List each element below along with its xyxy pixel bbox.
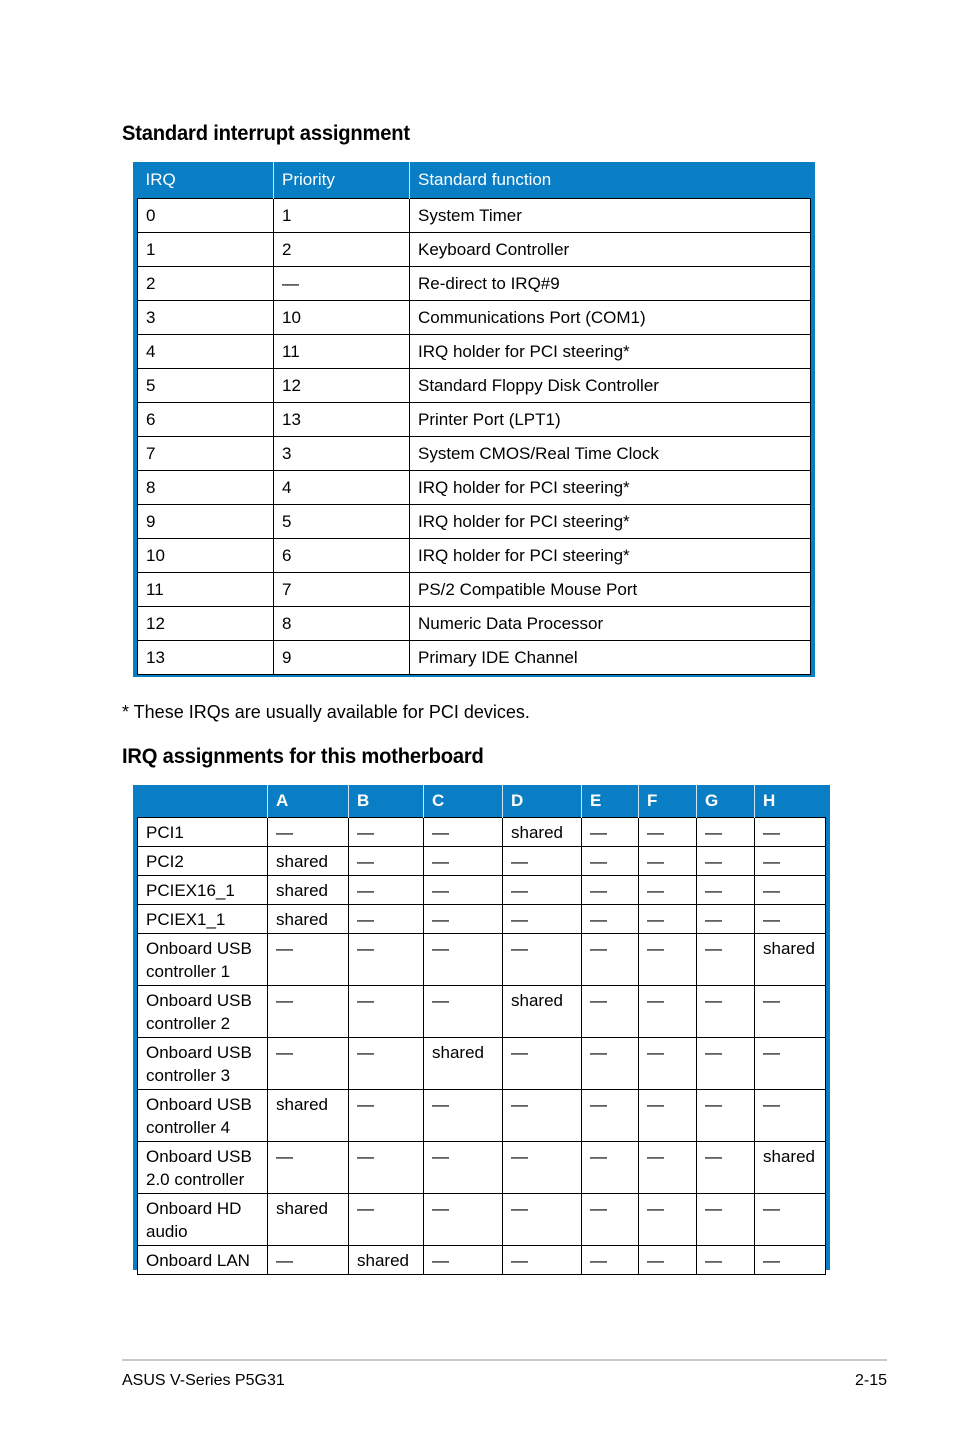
table-cell: — — [582, 986, 639, 1038]
table-cell: — — [268, 1142, 349, 1194]
table-cell: 12 — [138, 607, 274, 641]
table-row — [138, 403, 811, 437]
table-cell: IRQ holder for PCI steering* — [410, 505, 811, 539]
table-row — [138, 986, 826, 1038]
table-cell: IRQ holder for PCI steering* — [410, 335, 811, 369]
column-header: C — [424, 785, 503, 818]
table-row — [138, 934, 826, 986]
table-cell: — — [582, 1246, 639, 1275]
table-cell: — — [639, 847, 697, 876]
table-cell: 2 — [274, 233, 410, 267]
table-cell: — — [697, 818, 755, 847]
table-row — [138, 905, 826, 934]
table-cell: — — [349, 1090, 424, 1142]
table-row — [138, 301, 811, 335]
table-cell: 13 — [138, 641, 274, 675]
table-cell: 8 — [138, 471, 274, 505]
table-cell: PCIEX1_1 — [138, 905, 268, 934]
table-cell: — — [349, 934, 424, 986]
table-header-row — [138, 785, 826, 818]
table-cell: — — [697, 986, 755, 1038]
table-cell: shared — [503, 818, 582, 847]
table-cell: Onboard HD audio — [138, 1194, 268, 1246]
table-cell: — — [503, 934, 582, 986]
table-cell: Communications Port (COM1) — [410, 301, 811, 335]
table-cell: 10 — [274, 301, 410, 335]
table-cell: — — [755, 1246, 826, 1275]
table-cell: — — [639, 1194, 697, 1246]
table-cell: shared — [268, 1194, 349, 1246]
table-cell: — — [424, 986, 503, 1038]
table-cell: — — [349, 847, 424, 876]
table-cell: — — [424, 1090, 503, 1142]
table-cell: — — [349, 876, 424, 905]
table-row — [138, 573, 811, 607]
table-cell: — — [268, 934, 349, 986]
table-cell: — — [424, 847, 503, 876]
table-cell: System Timer — [410, 199, 811, 233]
table-cell: Primary IDE Channel — [410, 641, 811, 675]
table-cell: 2 — [138, 267, 274, 301]
table-cell: Onboard USB 2.0 controller — [138, 1142, 268, 1194]
table-cell: Onboard USB controller 2 — [138, 986, 268, 1038]
table-cell: 1 — [274, 199, 410, 233]
table-cell: — — [755, 1090, 826, 1142]
table-row — [138, 369, 811, 403]
table-cell: — — [349, 1194, 424, 1246]
table-cell: — — [268, 818, 349, 847]
table-cell: Onboard USB controller 4 — [138, 1090, 268, 1142]
table-row — [138, 1142, 826, 1194]
table-cell: 4 — [138, 335, 274, 369]
table-cell: — — [503, 905, 582, 934]
table-cell: — — [424, 1194, 503, 1246]
table-cell: — — [582, 1090, 639, 1142]
table-cell: — — [697, 1194, 755, 1246]
table-row — [138, 1038, 826, 1090]
table-cell: — — [274, 267, 410, 301]
table-row — [138, 847, 826, 876]
table-cell: — — [755, 986, 826, 1038]
table-cell: 10 — [138, 539, 274, 573]
table-cell: PCI1 — [138, 818, 268, 847]
table-cell: — — [349, 986, 424, 1038]
table-row — [138, 335, 811, 369]
table-cell: Onboard USB controller 1 — [138, 934, 268, 986]
table-cell: Onboard USB controller 3 — [138, 1038, 268, 1090]
table-cell: — — [424, 905, 503, 934]
table-cell: — — [503, 1194, 582, 1246]
table-cell: — — [582, 905, 639, 934]
table-cell: Standard Floppy Disk Controller — [410, 369, 811, 403]
table-cell: — — [639, 905, 697, 934]
table-cell: shared — [424, 1038, 503, 1090]
table-cell: — — [697, 1090, 755, 1142]
footer-product-name: ASUS V-Series P5G31 — [122, 1372, 285, 1389]
table-cell: PCI2 — [138, 847, 268, 876]
table-cell: — — [268, 1246, 349, 1275]
table-cell: — — [755, 1194, 826, 1246]
table-cell: — — [697, 876, 755, 905]
table-cell: 3 — [138, 301, 274, 335]
table-row — [138, 233, 811, 267]
section-title-standard-interrupt: Standard interrupt assignment — [122, 122, 410, 145]
table-cell: — — [424, 818, 503, 847]
footnote: * These IRQs are usually available for PCI devices. — [122, 702, 530, 722]
table-row — [138, 641, 811, 675]
table-cell: 0 — [138, 199, 274, 233]
standard-interrupt-table — [137, 162, 811, 675]
table-cell: — — [755, 847, 826, 876]
column-header: G — [697, 785, 755, 818]
table-cell: 6 — [274, 539, 410, 573]
table-cell: — — [639, 818, 697, 847]
table-cell: Re-direct to IRQ#9 — [410, 267, 811, 301]
table-cell: 7 — [138, 437, 274, 471]
table-cell: — — [697, 934, 755, 986]
table-row — [138, 818, 826, 847]
table-row — [138, 1194, 826, 1246]
table-cell: — — [755, 1038, 826, 1090]
table-cell: 13 — [274, 403, 410, 437]
table-cell: — — [424, 876, 503, 905]
table-cell: PCIEX16_1 — [138, 876, 268, 905]
table-cell: shared — [755, 934, 826, 986]
table-cell: 7 — [274, 573, 410, 607]
table-cell: — — [582, 1038, 639, 1090]
table-cell: — — [639, 1246, 697, 1275]
table-cell: — — [697, 847, 755, 876]
table-cell: — — [755, 818, 826, 847]
table-cell: shared — [349, 1246, 424, 1275]
table-cell: 5 — [138, 369, 274, 403]
table-cell: — — [582, 818, 639, 847]
table-row — [138, 505, 811, 539]
table-cell: shared — [268, 905, 349, 934]
table-cell: 4 — [274, 471, 410, 505]
table-cell: 5 — [274, 505, 410, 539]
table-cell: — — [349, 905, 424, 934]
table-cell: — — [639, 986, 697, 1038]
table-row — [138, 199, 811, 233]
table-cell: 1 — [138, 233, 274, 267]
table-cell: shared — [755, 1142, 826, 1194]
table-cell: Keyboard Controller — [410, 233, 811, 267]
column-header: IRQ — [138, 162, 274, 199]
column-header: F — [639, 785, 697, 818]
table-cell: — — [582, 934, 639, 986]
column-header: D — [503, 785, 582, 818]
table-cell: — — [349, 1142, 424, 1194]
table-cell: — — [639, 876, 697, 905]
table-cell: — — [697, 1038, 755, 1090]
column-header: A — [268, 785, 349, 818]
table-cell: — — [424, 934, 503, 986]
column-header: Priority — [274, 162, 410, 199]
table-cell: — — [582, 1194, 639, 1246]
column-header: Standard function — [410, 162, 811, 199]
table-cell: — — [503, 876, 582, 905]
footer-divider — [122, 1359, 887, 1361]
table-cell: 3 — [274, 437, 410, 471]
table-row — [138, 539, 811, 573]
table-cell: shared — [268, 847, 349, 876]
table-cell: — — [755, 876, 826, 905]
table-cell: System CMOS/Real Time Clock — [410, 437, 811, 471]
table-row — [138, 876, 826, 905]
table-cell: — — [639, 1038, 697, 1090]
table-cell: 11 — [274, 335, 410, 369]
table-row — [138, 1090, 826, 1142]
table-cell: — — [503, 1090, 582, 1142]
table-cell: shared — [268, 876, 349, 905]
table-cell: — — [582, 876, 639, 905]
irq-table-frame — [133, 162, 815, 677]
table-cell: — — [503, 1142, 582, 1194]
table-cell: 8 — [274, 607, 410, 641]
table-row — [138, 607, 811, 641]
table-header-row — [138, 162, 811, 199]
table-cell: — — [755, 905, 826, 934]
table-row — [138, 471, 811, 505]
table-cell: 9 — [138, 505, 274, 539]
section-title-irq-assignments: IRQ assignments for this motherboard — [122, 745, 484, 768]
table-cell: — — [639, 1142, 697, 1194]
table-cell: 9 — [274, 641, 410, 675]
table-cell: — — [349, 818, 424, 847]
table-cell: Printer Port (LPT1) — [410, 403, 811, 437]
table-cell: — — [268, 1038, 349, 1090]
table-row — [138, 1246, 826, 1275]
table-cell: — — [582, 1142, 639, 1194]
table-cell: IRQ holder for PCI steering* — [410, 539, 811, 573]
column-header — [138, 785, 268, 818]
assignment-table-frame — [133, 785, 830, 1270]
table-cell: — — [582, 847, 639, 876]
table-cell: — — [697, 1246, 755, 1275]
table-cell: Onboard LAN — [138, 1246, 268, 1275]
column-header: E — [582, 785, 639, 818]
table-cell: — — [697, 1142, 755, 1194]
table-cell: — — [639, 1090, 697, 1142]
table-row — [138, 437, 811, 471]
table-cell: — — [424, 1246, 503, 1275]
table-cell: — — [503, 1246, 582, 1275]
table-cell: — — [697, 905, 755, 934]
table-row — [138, 267, 811, 301]
table-cell: 6 — [138, 403, 274, 437]
column-header: B — [349, 785, 424, 818]
column-header: H — [755, 785, 826, 818]
table-cell: — — [503, 847, 582, 876]
irq-assignment-table — [137, 785, 826, 1275]
table-cell: 11 — [138, 573, 274, 607]
page-number: 2-15 — [854, 1372, 887, 1389]
table-cell: — — [268, 986, 349, 1038]
table-cell: PS/2 Compatible Mouse Port — [410, 573, 811, 607]
table-cell: shared — [268, 1090, 349, 1142]
table-cell: — — [503, 1038, 582, 1090]
table-cell: shared — [503, 986, 582, 1038]
table-cell: — — [639, 934, 697, 986]
table-cell: IRQ holder for PCI steering* — [410, 471, 811, 505]
table-cell: — — [424, 1142, 503, 1194]
table-cell: — — [349, 1038, 424, 1090]
table-cell: Numeric Data Processor — [410, 607, 811, 641]
table-cell: 12 — [274, 369, 410, 403]
